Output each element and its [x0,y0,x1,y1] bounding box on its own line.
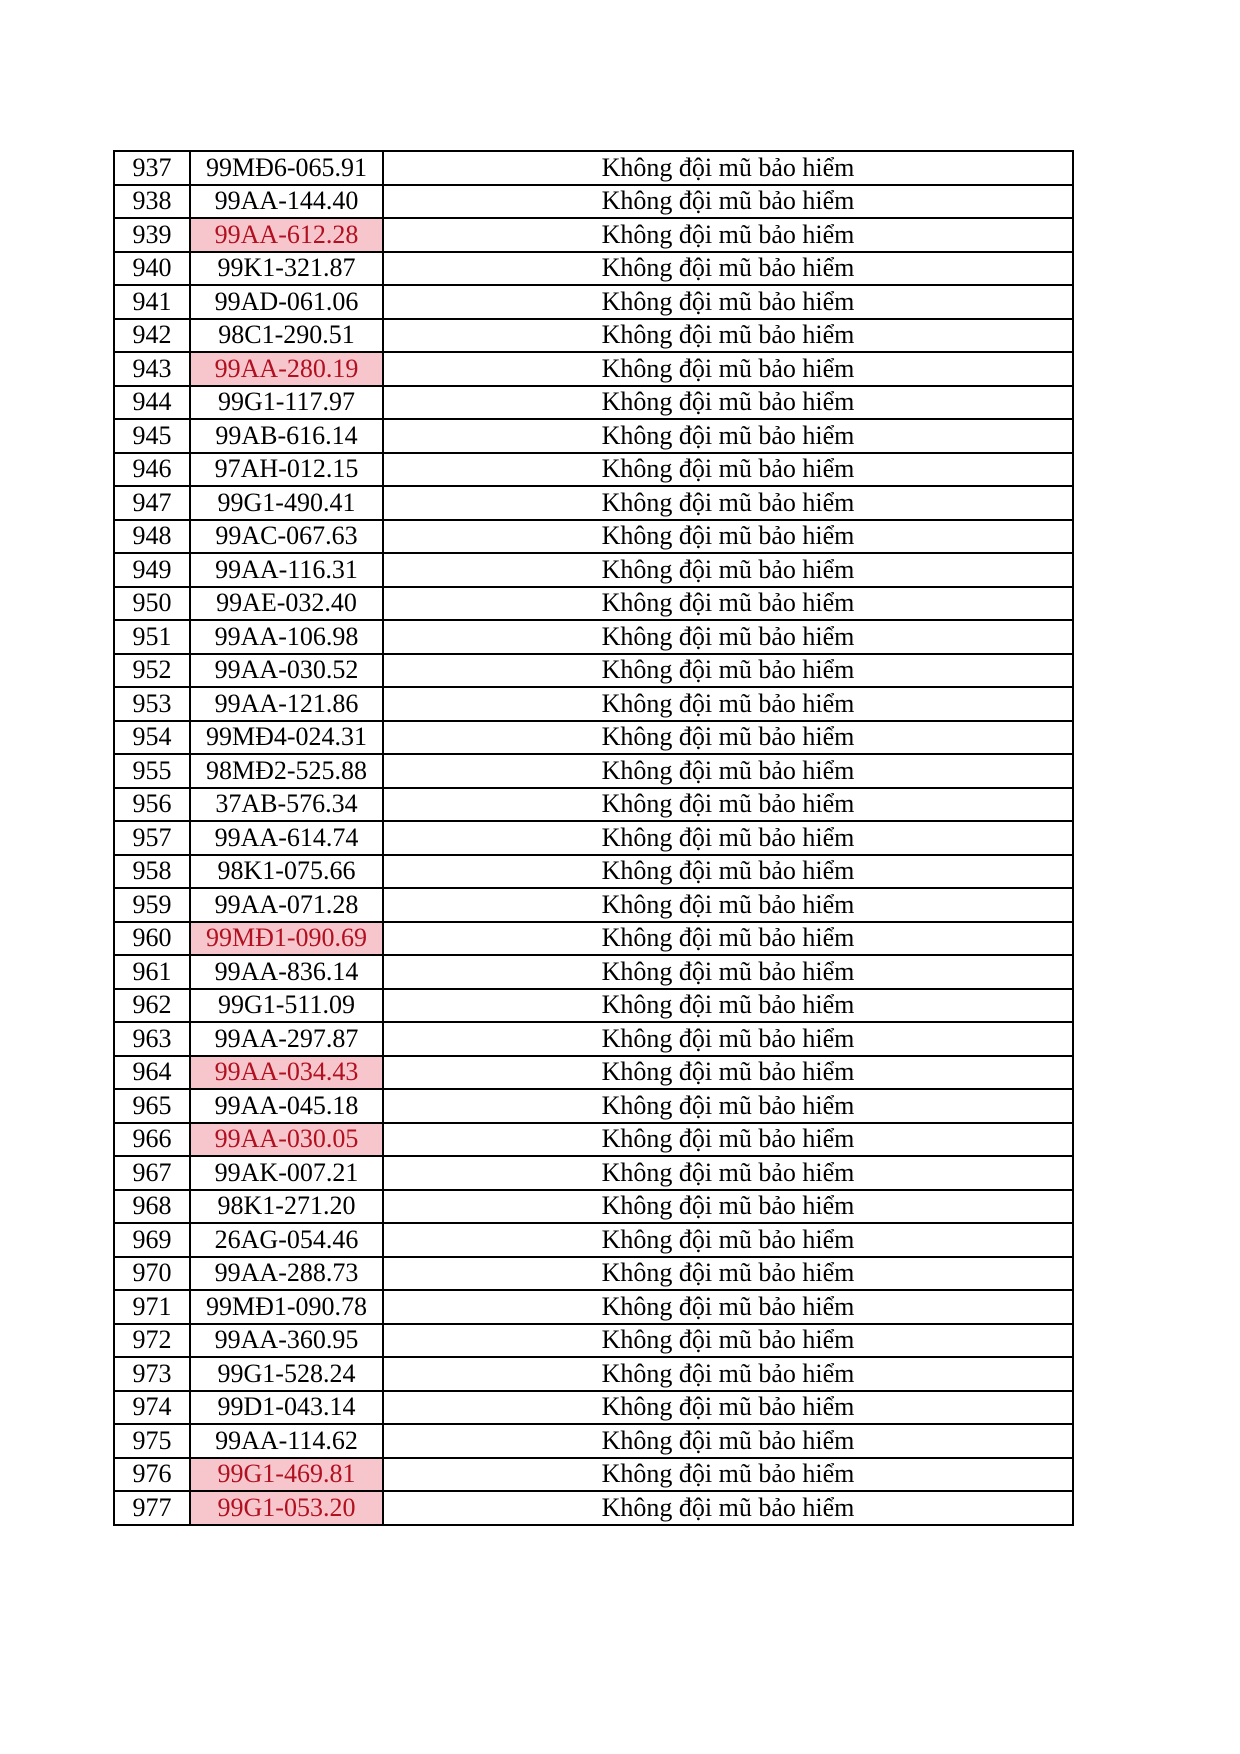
row-number-cell: 970 [114,1257,190,1291]
table-row [114,888,1073,922]
violation-cell: Không đội mũ bảo hiểm [383,1022,1073,1056]
row-number-cell: 973 [114,1357,190,1391]
row-number-cell: 940 [114,252,190,286]
violation-cell: Không đội mũ bảo hiểm [383,1223,1073,1257]
table-row [114,185,1073,219]
license-plate-cell: 98K1-271.20 [190,1190,383,1224]
violation-cell: Không đội mũ bảo hiểm [383,721,1073,755]
license-plate-cell: 99AA-836.14 [190,955,383,989]
table-row [114,620,1073,654]
violation-cell: Không đội mũ bảo hiểm [383,1391,1073,1425]
table-row [114,151,1073,185]
violation-cell: Không đội mũ bảo hiểm [383,553,1073,587]
license-plate-cell: 99MĐ6-065.91 [190,151,383,185]
violation-cell: Không đội mũ bảo hiểm [383,218,1073,252]
violation-cell: Không đội mũ bảo hiểm [383,1491,1073,1525]
row-number-cell: 976 [114,1458,190,1492]
license-plate-cell: 99G1-469.81 [190,1458,383,1492]
violation-cell: Không đội mũ bảo hiểm [383,587,1073,621]
violation-cell: Không đội mũ bảo hiểm [383,754,1073,788]
license-plate-cell: 98MĐ2-525.88 [190,754,383,788]
license-plate-cell: 99G1-053.20 [190,1491,383,1525]
license-plate-cell: 99AA-071.28 [190,888,383,922]
table-row [114,1290,1073,1324]
row-number-cell: 956 [114,788,190,822]
violation-cell: Không đội mũ bảo hiểm [383,520,1073,554]
license-plate-cell: 99AC-067.63 [190,520,383,554]
table-row [114,1056,1073,1090]
row-number-cell: 951 [114,620,190,654]
license-plate-cell: 37AB-576.34 [190,788,383,822]
row-number-cell: 977 [114,1491,190,1525]
row-number-cell: 953 [114,687,190,721]
license-plate-cell: 97AH-012.15 [190,453,383,487]
violation-cell: Không đội mũ bảo hiểm [383,1424,1073,1458]
license-plate-cell: 99G1-117.97 [190,386,383,420]
table-row [114,1357,1073,1391]
table-row [114,319,1073,353]
license-plate-cell: 99AA-121.86 [190,687,383,721]
license-plate-cell: 99MĐ1-090.78 [190,1290,383,1324]
table-row [114,386,1073,420]
table-row [114,1391,1073,1425]
row-number-cell: 937 [114,151,190,185]
table-row [114,788,1073,822]
license-plate-cell: 99AA-116.31 [190,553,383,587]
row-number-cell: 967 [114,1156,190,1190]
row-number-cell: 946 [114,453,190,487]
table-row [114,654,1073,688]
row-number-cell: 947 [114,486,190,520]
row-number-cell: 968 [114,1190,190,1224]
license-plate-cell: 99G1-528.24 [190,1357,383,1391]
license-plate-cell: 99G1-490.41 [190,486,383,520]
table-row [114,1458,1073,1492]
table-row [114,1123,1073,1157]
violations-table-body [114,151,1073,1525]
license-plate-cell: 99AA-045.18 [190,1089,383,1123]
row-number-cell: 974 [114,1391,190,1425]
violation-cell: Không đội mũ bảo hiểm [383,1190,1073,1224]
violation-cell: Không đội mũ bảo hiểm [383,1123,1073,1157]
table-row [114,453,1073,487]
violation-cell: Không đội mũ bảo hiểm [383,386,1073,420]
violation-cell: Không đội mũ bảo hiểm [383,687,1073,721]
row-number-cell: 957 [114,821,190,855]
license-plate-cell: 99AA-030.05 [190,1123,383,1157]
row-number-cell: 941 [114,285,190,319]
violation-cell: Không đội mũ bảo hiểm [383,1089,1073,1123]
table-row [114,989,1073,1023]
table-row [114,754,1073,788]
violation-cell: Không đội mũ bảo hiểm [383,419,1073,453]
license-plate-cell: 99AA-614.74 [190,821,383,855]
violation-cell: Không đội mũ bảo hiểm [383,1156,1073,1190]
row-number-cell: 948 [114,520,190,554]
row-number-cell: 969 [114,1223,190,1257]
violation-cell: Không đội mũ bảo hiểm [383,1056,1073,1090]
table-row [114,821,1073,855]
violation-cell: Không đội mũ bảo hiểm [383,352,1073,386]
table-row [114,553,1073,587]
violation-cell: Không đội mũ bảo hiểm [383,888,1073,922]
table-row [114,486,1073,520]
license-plate-cell: 99AA-030.52 [190,654,383,688]
violation-cell: Không đội mũ bảo hiểm [383,319,1073,353]
row-number-cell: 945 [114,419,190,453]
table-row [114,520,1073,554]
license-plate-cell: 99AE-032.40 [190,587,383,621]
row-number-cell: 942 [114,319,190,353]
violation-cell: Không đội mũ bảo hiểm [383,654,1073,688]
violation-cell: Không đội mũ bảo hiểm [383,1357,1073,1391]
row-number-cell: 959 [114,888,190,922]
table-row [114,1491,1073,1525]
row-number-cell: 960 [114,922,190,956]
table-row [114,252,1073,286]
row-number-cell: 975 [114,1424,190,1458]
license-plate-cell: 99MĐ1-090.69 [190,922,383,956]
table-row [114,352,1073,386]
row-number-cell: 958 [114,855,190,889]
row-number-cell: 943 [114,352,190,386]
violation-cell: Không đội mũ bảo hiểm [383,1257,1073,1291]
row-number-cell: 965 [114,1089,190,1123]
license-plate-cell: 99AA-297.87 [190,1022,383,1056]
violation-cell: Không đội mũ bảo hiểm [383,855,1073,889]
row-number-cell: 949 [114,553,190,587]
row-number-cell: 952 [114,654,190,688]
row-number-cell: 955 [114,754,190,788]
violation-cell: Không đội mũ bảo hiểm [383,620,1073,654]
violation-cell: Không đội mũ bảo hiểm [383,922,1073,956]
license-plate-cell: 99AB-616.14 [190,419,383,453]
table-row [114,955,1073,989]
table-row [114,1190,1073,1224]
table-row [114,1156,1073,1190]
violation-cell: Không đội mũ bảo hiểm [383,151,1073,185]
table-row [114,855,1073,889]
license-plate-cell: 99AA-612.28 [190,218,383,252]
table-row [114,721,1073,755]
license-plate-cell: 99AA-288.73 [190,1257,383,1291]
violation-cell: Không đội mũ bảo hiểm [383,185,1073,219]
license-plate-cell: 26AG-054.46 [190,1223,383,1257]
violation-cell: Không đội mũ bảo hiểm [383,955,1073,989]
table-row [114,1022,1073,1056]
license-plate-cell: 99MĐ4-024.31 [190,721,383,755]
row-number-cell: 963 [114,1022,190,1056]
license-plate-cell: 99AA-106.98 [190,620,383,654]
table-row [114,1223,1073,1257]
row-number-cell: 954 [114,721,190,755]
violation-cell: Không đội mũ bảo hiểm [383,788,1073,822]
row-number-cell: 961 [114,955,190,989]
row-number-cell: 944 [114,386,190,420]
row-number-cell: 972 [114,1324,190,1358]
row-number-cell: 964 [114,1056,190,1090]
row-number-cell: 938 [114,185,190,219]
violation-cell: Không đội mũ bảo hiểm [383,821,1073,855]
row-number-cell: 939 [114,218,190,252]
table-row [114,218,1073,252]
table-row [114,419,1073,453]
table-row [114,587,1073,621]
violation-cell: Không đội mũ bảo hiểm [383,1324,1073,1358]
violation-cell: Không đội mũ bảo hiểm [383,252,1073,286]
table-row [114,1257,1073,1291]
license-plate-cell: 99AK-007.21 [190,1156,383,1190]
table-row [114,922,1073,956]
violation-cell: Không đội mũ bảo hiểm [383,285,1073,319]
row-number-cell: 962 [114,989,190,1023]
row-number-cell: 971 [114,1290,190,1324]
license-plate-cell: 99G1-511.09 [190,989,383,1023]
violation-cell: Không đội mũ bảo hiểm [383,1458,1073,1492]
license-plate-cell: 98K1-075.66 [190,855,383,889]
row-number-cell: 950 [114,587,190,621]
violation-cell: Không đội mũ bảo hiểm [383,989,1073,1023]
license-plate-cell: 99K1-321.87 [190,252,383,286]
table-row [114,285,1073,319]
license-plate-cell: 98C1-290.51 [190,319,383,353]
violations-table [113,150,1074,1526]
license-plate-cell: 99AA-144.40 [190,185,383,219]
violation-cell: Không đội mũ bảo hiểm [383,1290,1073,1324]
license-plate-cell: 99D1-043.14 [190,1391,383,1425]
violation-cell: Không đội mũ bảo hiểm [383,453,1073,487]
license-plate-cell: 99AA-360.95 [190,1324,383,1358]
table-row [114,1324,1073,1358]
table-row [114,1089,1073,1123]
row-number-cell: 966 [114,1123,190,1157]
table-row [114,1424,1073,1458]
license-plate-cell: 99AA-034.43 [190,1056,383,1090]
violation-cell: Không đội mũ bảo hiểm [383,486,1073,520]
table-row [114,687,1073,721]
license-plate-cell: 99AA-280.19 [190,352,383,386]
license-plate-cell: 99AD-061.06 [190,285,383,319]
license-plate-cell: 99AA-114.62 [190,1424,383,1458]
